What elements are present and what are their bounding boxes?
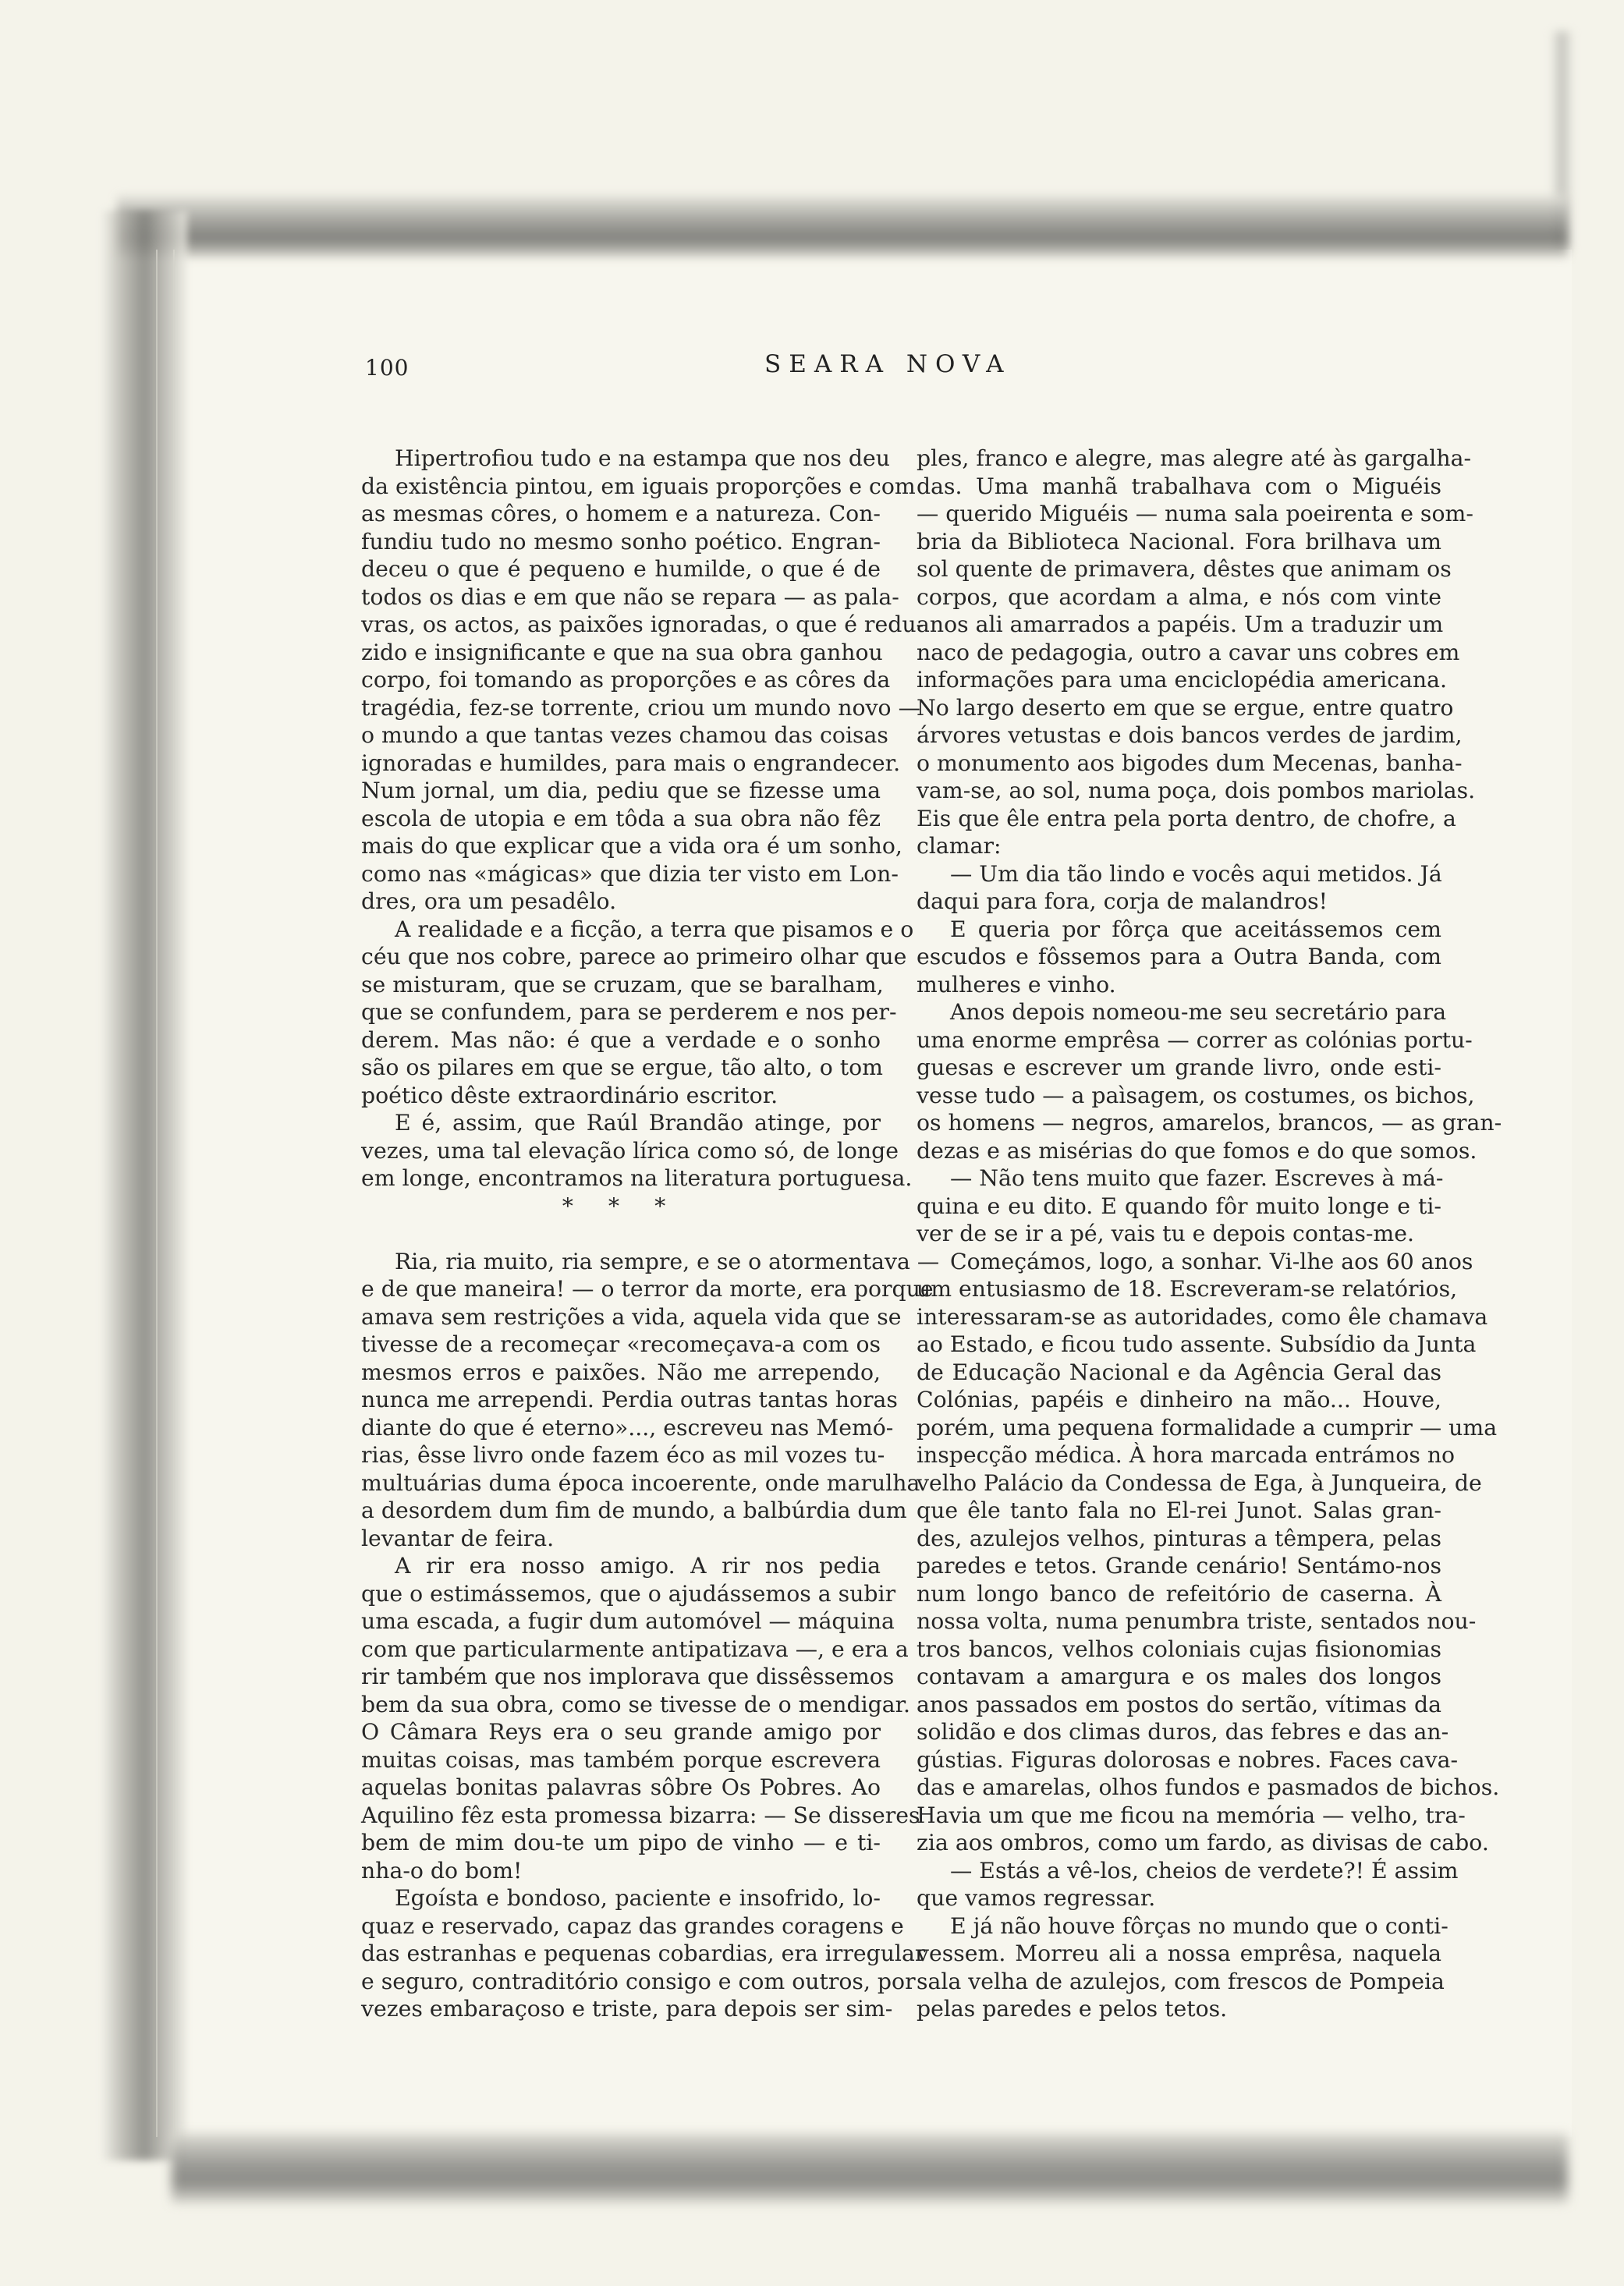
text-line: clamar: (917, 833, 1002, 859)
text-line: E já não houve fôrças no mundo que o conti- (950, 1912, 1448, 1939)
text-line: e seguro, contraditório consigo e com outros, por (361, 1968, 916, 1994)
text-line: — Não tens muito que fazer. Escreves à má- (950, 1165, 1444, 1191)
text-line: vesse tudo — a paìsagem, os costumes, os bichos, (917, 1082, 1475, 1108)
page-number: 100 (365, 355, 410, 381)
text-line: derem. Mas não: é que a verdade e o sonho (361, 1026, 881, 1053)
running-title: SEARA NOVA (764, 350, 1012, 378)
text-line: informações para uma enciclopédia americana. (917, 667, 1447, 693)
text-line: naco de pedagogia, outro a cavar uns cobres em (917, 639, 1460, 665)
text-line: a desordem dum fim de mundo, a balbúrdia dum (361, 1497, 907, 1523)
text-line: céu que nos cobre, parece ao primeiro olhar que (361, 944, 907, 969)
text-line: das e amarelas, olhos fundos e pasmados de bichos. (917, 1774, 1500, 1800)
text-line: muitas coisas, mas também porque escrevera (361, 1746, 881, 1773)
text-line: vessem. Morreu ali a nossa emprêsa, naquela (917, 1940, 1441, 1966)
text-line: zia aos ombros, como um fardo, as divisas de cabo. (917, 1830, 1489, 1855)
text-line: No largo deserto em que se ergue, entre quatro (917, 694, 1454, 721)
text-line: Hipertrofiou tudo e na estampa que nos deu (395, 445, 891, 471)
text-line: Egoísta e bondoso, paciente e insofrido, lo- (395, 1885, 881, 1911)
text-line: tros bancos, velhos coloniais cujas fisionomias (917, 1636, 1441, 1662)
text-line: nossa volta, numa penumbra triste, sentados nou- (917, 1608, 1477, 1634)
text-line: Anos depois nomeou-me seu secretário para (950, 999, 1447, 1025)
text-line: paredes e tetos. Grande cenário! Sentámo-nos (917, 1553, 1441, 1579)
text-line: uma escada, a fugir dum automóvel — máquina (361, 1608, 895, 1634)
text-line: — querido Miguéis — numa sala poeirenta e som- (917, 501, 1473, 526)
text-line: um entusiasmo de 18. Escreveram-se relatórios, (917, 1276, 1458, 1302)
text-line: velho Palácio da Condessa de Ega, à Junqueira, de (917, 1469, 1482, 1496)
text-line: multuárias duma época incoerente, onde marulha (361, 1469, 920, 1496)
text-line: bem da sua obra, como se tivesse de o mendigar. (361, 1691, 911, 1717)
text-line: da existência pintou, em iguais proporções e com (361, 473, 916, 499)
text-line: fundiu tudo no mesmo sonho poético. Engran- (361, 528, 881, 555)
text-line: — Estás a vê-los, cheios de verdete?! É assim (950, 1857, 1459, 1884)
text-line: que êle tanto fala no El-rei Junot. Salas gran- (917, 1497, 1441, 1523)
text-line: dres, ora um pesadêlo. (361, 888, 617, 914)
text-line: vezes, uma tal elevação lírica como só, de longe (361, 1137, 899, 1164)
section-separator: * * * (562, 1193, 680, 1219)
text-line: bria da Biblioteca Nacional. Fora brilhava um (917, 528, 1441, 555)
text-line: aquelas bonitas palavras sôbre Os Pobres. Ao (361, 1774, 881, 1800)
text-line: mais do que explicar que a vida ora é um sonho, (361, 833, 902, 859)
text-line: todos os dias e em que não se repara — as pala- (361, 583, 899, 610)
text-line: o monumento aos bigodes dum Mecenas, banha- (917, 750, 1463, 776)
scan-shadow-bottom (172, 2133, 1568, 2203)
text-line: que vamos regressar. (917, 1885, 1156, 1911)
text-line: rias, êsse livro onde fazem éco as mil vozes tu- (361, 1442, 885, 1468)
text-line: sala velha de azulejos, com frescos de Pompeia (917, 1968, 1445, 1994)
text-line: diante do que é eterno»..., escreveu nas Memó- (361, 1414, 894, 1441)
text-line: nha-o do bom! (361, 1857, 523, 1884)
text-line: Começámos, logo, a sonhar. Vi-lhe aos 60 anos (950, 1248, 1473, 1274)
text-line: Havia um que me ficou na memória — velho, tra- (917, 1802, 1466, 1828)
text-line: solidão e dos climas duros, das febres e das an- (917, 1719, 1449, 1745)
text-line: ao Estado, e ficou tudo assente. Subsídio da Junta (917, 1331, 1477, 1357)
text-line: levantar de feira. (361, 1525, 555, 1551)
text-line: — Um dia tão lindo e vocês aqui metidos. Já (950, 860, 1442, 887)
text-line: como nas «mágicas» que dizia ter visto em Lon- (361, 860, 899, 887)
text-line: de Educação Nacional e da Agência Geral das (917, 1359, 1441, 1385)
text-line: corpos, que acordam a alma, e nós com vinte (917, 583, 1441, 610)
text-line: se misturam, que se cruzam, que se baralham, (361, 971, 884, 998)
text-line: mulheres e vinho. (917, 971, 1116, 998)
text-line: guesas e escrever um grande livro, onde esti- (917, 1054, 1441, 1080)
text-line: Colónias, papéis e dinheiro na mão... Houve, (917, 1387, 1441, 1412)
scan-shadow-top (117, 195, 1568, 257)
text-line: que se confundem, para se perderem e nos per- (361, 999, 897, 1025)
text-line: anos passados em postos do sertão, vítimas da (917, 1691, 1441, 1717)
text-line: O Câmara Reys era o seu grande amigo por (361, 1719, 881, 1745)
text-line: com que particularmente antipatizava —, e era a (361, 1636, 909, 1662)
text-line: daqui para fora, corja de malandros! (917, 888, 1328, 914)
text-line: tivesse de a recomeçar «recomeçava-a com os (361, 1331, 881, 1357)
text-line: árvores vetustas e dois bancos verdes de jardim, (917, 722, 1463, 748)
paragraph-gap (361, 1220, 881, 1248)
text-line: em longe, encontramos na literatura portuguesa. (361, 1165, 913, 1191)
text-line: bem de mim dou-te um pipo de vinho — e ti- (361, 1830, 881, 1855)
text-line: amava sem restrições a vida, aquela vida que se (361, 1303, 902, 1330)
text-line: interessaram-se as autoridades, como êle chamava (917, 1303, 1488, 1330)
text-line: dezas e as misérias do que fomos e do que somos. (917, 1137, 1477, 1164)
text-line: rir também que nos implorava que dissêssemos (361, 1664, 895, 1689)
text-line: nunca me arrependi. Perdia outras tantas horas (361, 1387, 898, 1412)
text-line: A rir era nosso amigo. A rir nos pedia (395, 1553, 881, 1579)
text-line: quaz e reservado, capaz das grandes coragens e (361, 1912, 904, 1939)
text-line: os homens — negros, amarelos, brancos, — as gran- (917, 1110, 1502, 1136)
text-line: ples, franco e alegre, mas alegre até às gargalha- (917, 445, 1472, 471)
text-line: que o estimássemos, que o ajudássemos a subir (361, 1580, 896, 1607)
text-line: Aquilino fêz esta promessa bizarra: — Se disseres (361, 1802, 920, 1828)
text-line: uma enorme emprêsa — correr as colónias portu- (917, 1026, 1473, 1053)
text-line: ver de se ir a pé, vais tu e depois contas-me. (917, 1221, 1414, 1246)
text-line: vezes embaraçoso e triste, para depois ser sim- (361, 1996, 893, 2022)
page-header (0, 350, 1624, 394)
text-line: vam-se, ao sol, numa poça, dois pombos mariolas. (917, 778, 1476, 803)
page-edges (156, 250, 175, 2137)
text-line: inspecção médica. À hora marcada entrámos no (917, 1442, 1456, 1468)
right-text-column (917, 445, 1502, 2023)
text-line: porém, uma pequena formalidade a cumprir — uma (917, 1414, 1498, 1441)
text-line: quina e eu dito. E quando fôr muito longe e ti- (917, 1193, 1441, 1219)
text-line: corpo, foi tomando as proporções e as côres da (361, 667, 891, 693)
text-line: E é, assim, que Raúl Brandão atinge, por (395, 1110, 881, 1136)
text-line: Ria, ria muito, ria sempre, e se o atormentava — (395, 1248, 940, 1274)
text-line: pelas paredes e pelos tetos. (917, 1996, 1228, 2022)
text-line: gústias. Figuras dolorosas e nobres. Faces cava- (917, 1746, 1459, 1773)
text-line: tragédia, fez-se torrente, criou um mundo novo — (361, 694, 920, 721)
left-text-column (361, 445, 940, 2023)
text-line: vras, os actos, as paixões ignoradas, o que é redu- (361, 611, 924, 637)
text-line: escudos e fôssemos para a Outra Banda, com (917, 944, 1441, 969)
text-line: A realidade e a ficção, a terra que pisamos e o (395, 916, 914, 942)
text-line: escola de utopia e em tôda a sua obra não fêz (361, 805, 881, 831)
text-line: contavam a amargura e os males dos longos (917, 1664, 1441, 1689)
text-line: ignoradas e humildes, para mais o engrandecer. (361, 750, 901, 776)
text-line: E queria por fôrça que aceitássemos cem (950, 916, 1441, 942)
text-line: das estranhas e pequenas cobardias, era irregular (361, 1940, 926, 1966)
text-line: anos ali amarrados a papéis. Um a traduzir um (917, 611, 1444, 637)
text-line: são os pilares em que se ergue, tão alto, o tom (361, 1054, 883, 1080)
text-line: Eis que êle entra pela porta dentro, de chofre, a (917, 805, 1456, 831)
text-line: mesmos erros e paixões. Não me arrependo, (361, 1359, 881, 1385)
text-line: poético dêste extraordinário escritor. (361, 1082, 778, 1108)
text-line: sol quente de primavera, dêstes que animam os (917, 556, 1452, 582)
text-line: e de que maneira! — o terror da morte, era porque (361, 1276, 934, 1302)
text-line: Num jornal, um dia, pediu que se fizesse uma (361, 778, 881, 803)
text-line: num longo banco de refeitório de caserna. À (917, 1580, 1441, 1607)
text-line: zido e insignificante e que na sua obra ganhou (361, 639, 883, 665)
text-line: das. Uma manhã trabalhava com o Miguéis (917, 473, 1441, 499)
text-line: as mesmas côres, o homem e a natureza. Con- (361, 501, 881, 526)
text-line: des, azulejos velhos, pinturas a têmpera, pelas (917, 1525, 1441, 1551)
text-line: deceu o que é pequeno e humilde, o que é de (361, 556, 881, 582)
text-line: o mundo a que tantas vezes chamou das coisas (361, 722, 888, 748)
